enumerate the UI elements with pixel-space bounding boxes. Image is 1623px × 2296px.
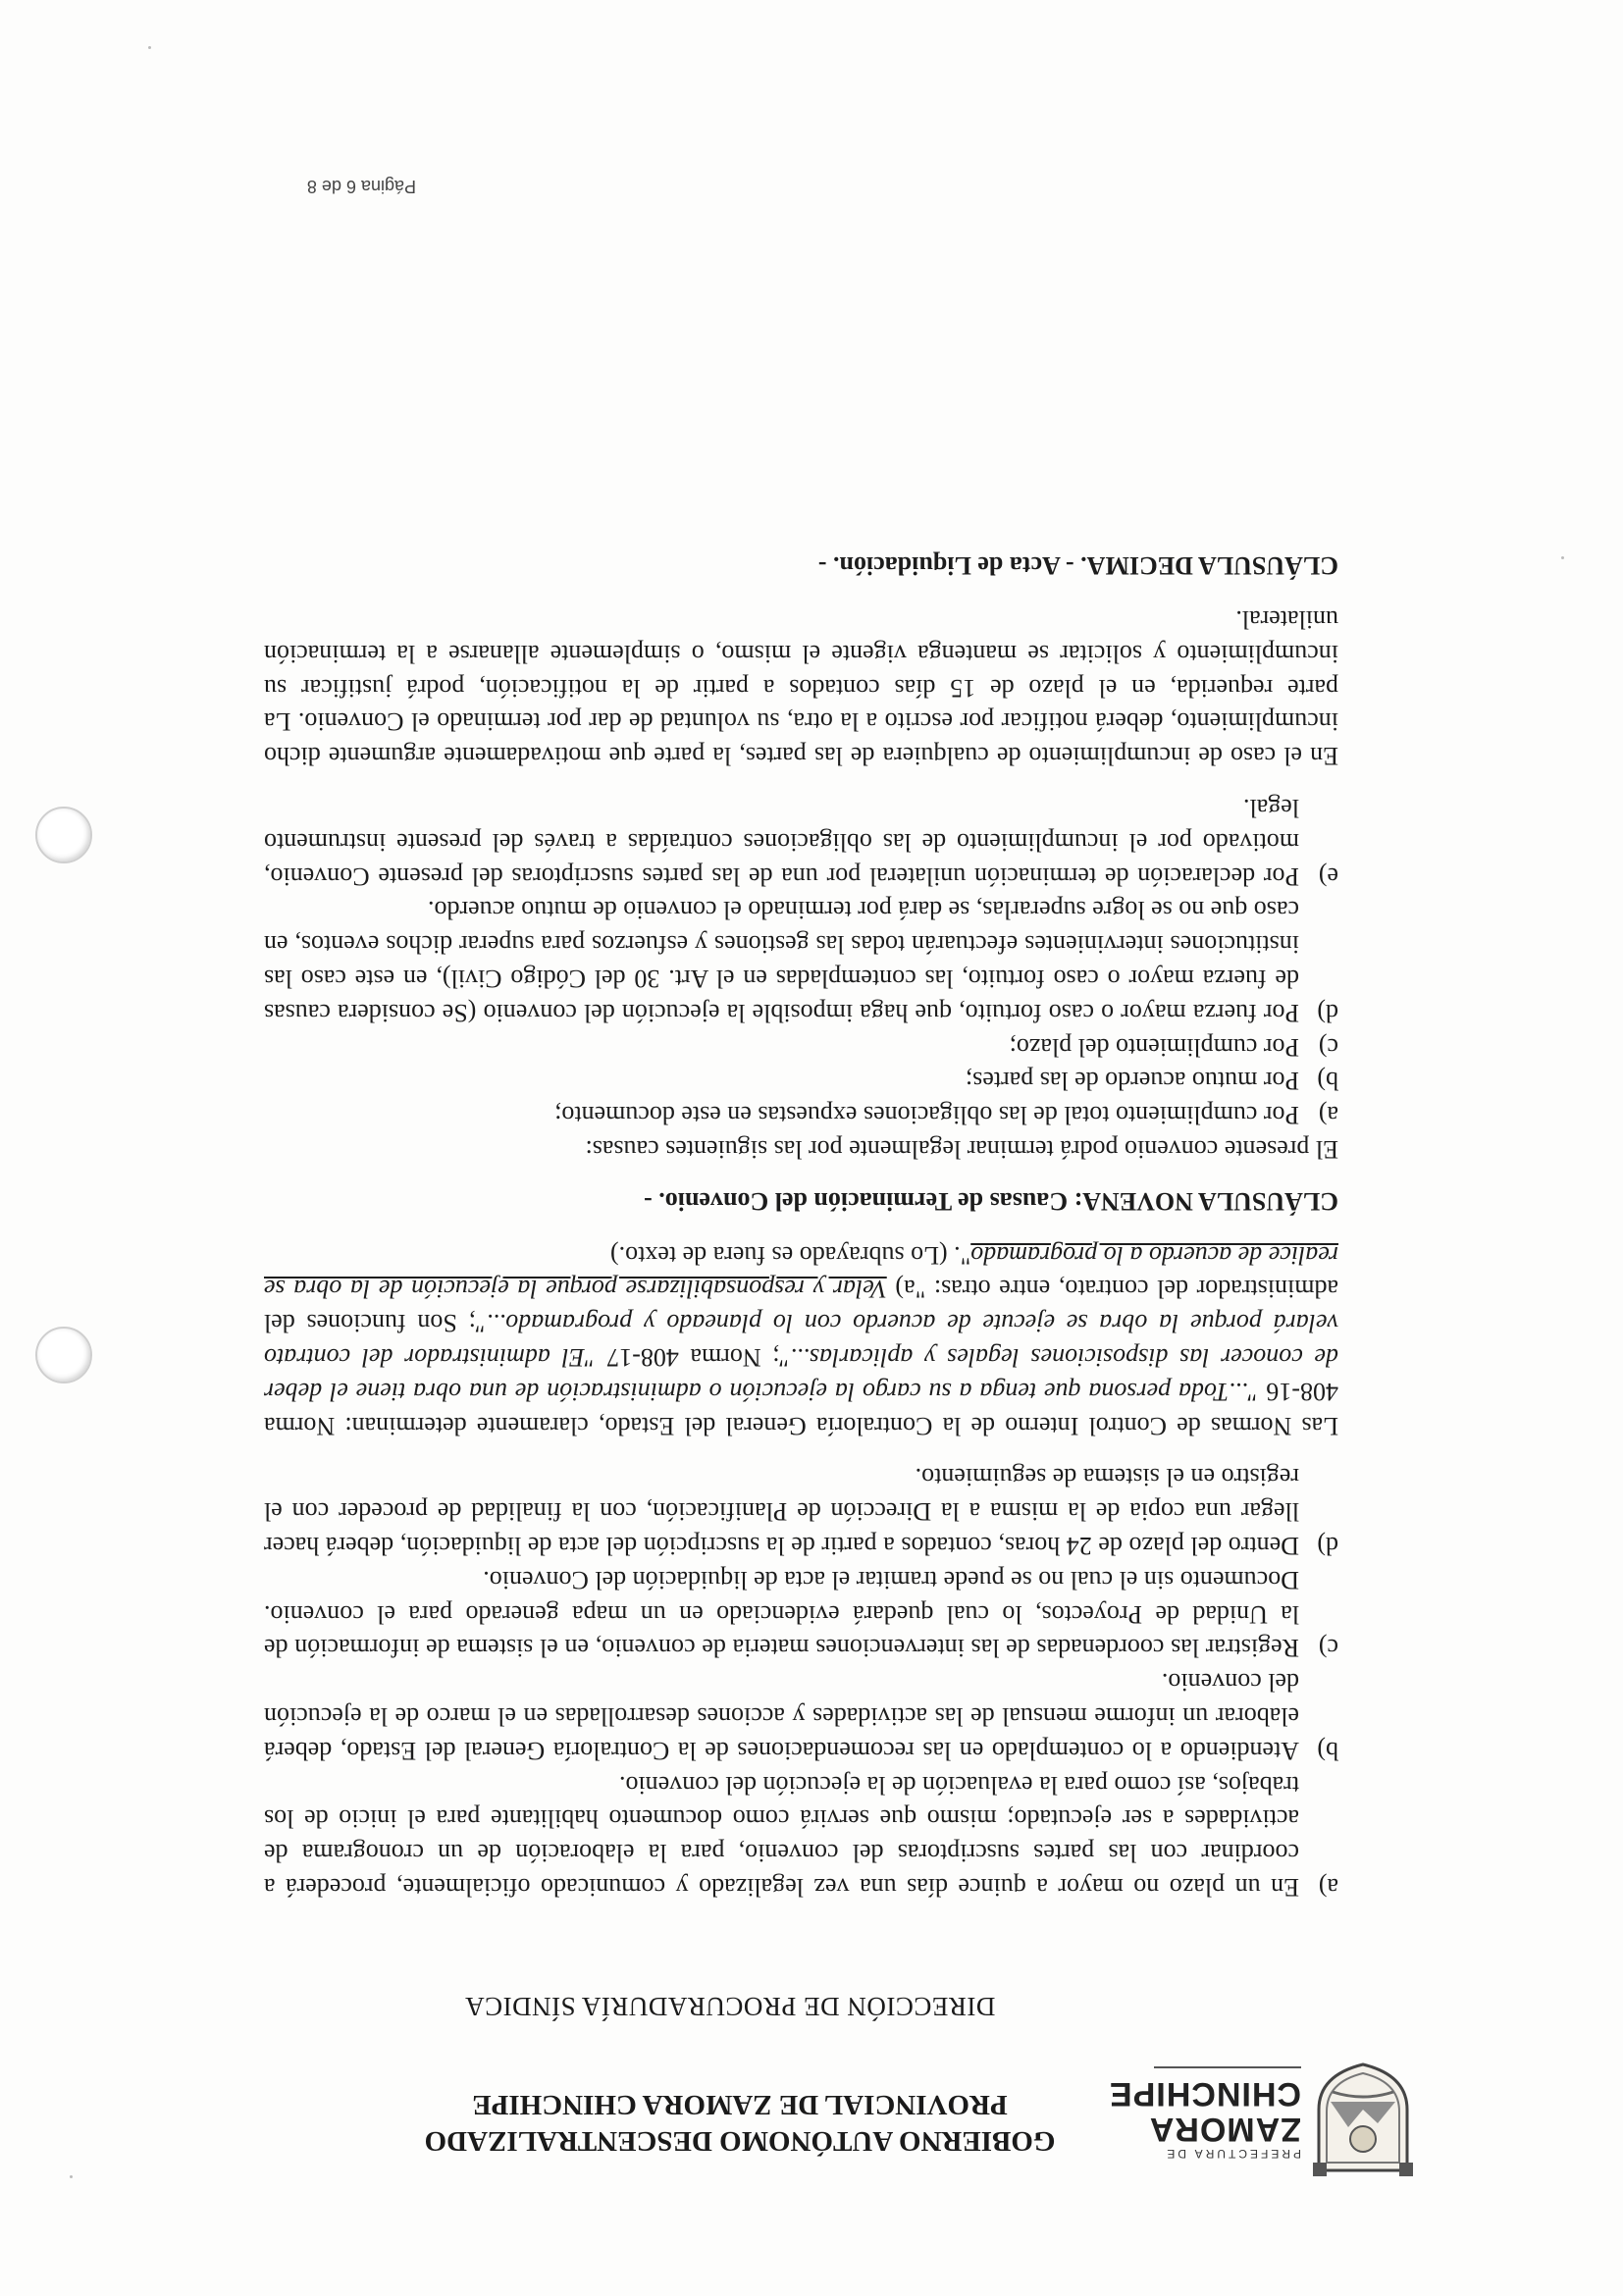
norms-quote-408-16: "...Toda persona que tenga a su cargo la ejecución o administración de una obra tiene el deber de conocer las disposiciones legales y aplicarlas..." [264, 1343, 1338, 1406]
norms-intro: Las Normas de Control Interno de la Contraloría General del Estado, claramente determinan: Norma 408-16 [264, 1377, 1338, 1440]
list-item-label: b) [1317, 1067, 1338, 1096]
obligations-list [264, 1460, 1338, 1904]
norms-mid-2: ; Son funciones del administrador del contrato, entre otras: "a) [263, 1275, 1338, 1338]
list-item [264, 1460, 1338, 1562]
list-item [264, 1097, 1338, 1131]
list-item-text: Por mutuo acuerdo de las partes; [965, 1067, 1299, 1096]
list-item-label: c) [1318, 1032, 1338, 1062]
list-item [264, 790, 1338, 892]
government-title-line-1: GOBIERNO AUTÓNOMO DESCENTRALIZADO [424, 2125, 1056, 2157]
norms-mid-1: ; Norma 408-17 [595, 1343, 780, 1373]
list-item-text: Por fuerza mayor o caso fortuito, que haga imposible la ejecución del convenio (Se considera causas de fuerza mayor o caso fortuito, las contempladas en el Art. 30 del Código Civil), en este caso las instituciones intervinientes efectuarán todas las gestiones y esfuerzos para superar dichos eventos, en caso que no se logre superarlas, se dará por terminado el convenio de mutuo acuerdo. [264, 896, 1299, 1027]
list-item-text: Por declaración de terminación unilateral por una de las partes suscriptoras del presente Convenio, motivado por el incumplimiento de las obligaciones contraídas a través del presente instrumento legal. [264, 794, 1299, 891]
prefecture-brand [1095, 2066, 1301, 2161]
list-item-text: Por cumplimiento del plazo; [1009, 1032, 1299, 1062]
letterhead [190, 1953, 1417, 2178]
direction-title: DIRECCIÓN DE PROCURADURÍA SÍNDICA [464, 1992, 996, 2021]
list-item-text: Atendiendo a lo contemplado en las recomendaciones de la Contraloría General del Estado, deberá elaborar un informe mensual de las actividades y acciones desarrolladas en el marco de la ejecución del convenio. [264, 1668, 1299, 1765]
document-body [264, 531, 1338, 1904]
brand-small-text: PREFECTURA DE [1164, 2147, 1301, 2161]
list-item-text: Dentro del plazo de 24 horas, contados a partir de la suscripción del acta de liquidación, deberá hacer llegar una copia de la misma a la Dirección de Planificación, con la finalidad de proceder con el registro en el sistema de seguimiento. [264, 1463, 1299, 1561]
list-item [264, 1562, 1338, 1664]
list-item-text: Registrar las coordenadas de las intervenciones materia de convenio, en el sistema de información de la Unidad de Proyectos, lo cual quedará evidenciado en un mapa generado para el convenio. Documento sin el cual no se puede tramitar el acta de liquidación del Convenio. [264, 1565, 1299, 1663]
list-item-label: a) [1318, 1873, 1338, 1902]
brand-line-1: ZAMORA [1148, 2111, 1301, 2148]
prefecture-shield-icon [1309, 2061, 1417, 2178]
list-item [264, 893, 1338, 1029]
list-item-label: d) [1317, 998, 1338, 1027]
control-norms-paragraph [264, 1237, 1338, 1442]
list-item-text: Por cumplimiento total de las obligaciones expuestas en este documento; [554, 1101, 1299, 1130]
norms-end: ". (Lo subrayado es fuera de texto.) [609, 1240, 971, 1270]
termination-causes-list [264, 790, 1338, 1131]
list-item [264, 1029, 1338, 1064]
clause-ninth-intro: El presente convenio podrá terminar legalmente por las siguientes causas: [585, 1135, 1338, 1165]
list-item [264, 1767, 1338, 1904]
clause-tenth-title: CLÁUSULA DECIMA. - Acta de Liquidación. - [817, 551, 1338, 581]
list-item-label: a) [1318, 1101, 1338, 1130]
list-item-label: b) [1317, 1736, 1338, 1765]
list-item [264, 1064, 1338, 1098]
brand-line-2: CHINCHIPE [1108, 2075, 1301, 2113]
list-item-label: c) [1318, 1634, 1338, 1663]
list-item-text: En un plazo no mayor a quince días una vez legalizado y comunicado oficialmente, procederá a coordinar con las partes suscriptoras del convenio, para la elaboración de un cronograma de actividades a ser ejecutado; mismo que servirá como documento habilitante para el inicio de los trabajos, así como para la evaluación de la ejecución del convenio. [264, 1770, 1299, 1902]
norms-quote-408-17: "El administrador del contrato velará porque la obra se ejecute de acuerdo con lo planeado y programado..." [264, 1309, 1338, 1373]
punch-hole-top [35, 1327, 92, 1383]
page-number: Página 6 de 8 [306, 177, 416, 196]
punch-hole-bottom [35, 807, 92, 863]
clause-ninth-closing: En el caso de incumplimiento de cualquiera de las partes, la parte que motivadamente argumente dicho incumplimiento, deberá notificar por escrito a la otra, su voluntad de dar por terminado el Convenio. La parte requerida, en el plazo de 15 días contados a partir de la notificación, podrá justificar su incumplimiento y solicitar se mantenga vigente el mismo, o simplemente allanarse a la terminación unilateral. [264, 605, 1338, 771]
list-item-label: e) [1318, 861, 1338, 891]
list-item-label: d) [1317, 1532, 1338, 1561]
list-item [264, 1664, 1338, 1766]
government-title-line-2: PROVINCIAL DE ZAMORA CHINCHIPE [472, 2089, 1008, 2120]
government-title [406, 2086, 1073, 2159]
norms-underlined: Velar y responsabilizarse porque la ejecución de la obra se realice de acuerdo a lo programado [264, 1240, 1338, 1304]
clause-ninth-title: CLÁUSULA NOVENA: Causas de Terminación del Convenio. - [644, 1186, 1338, 1216]
